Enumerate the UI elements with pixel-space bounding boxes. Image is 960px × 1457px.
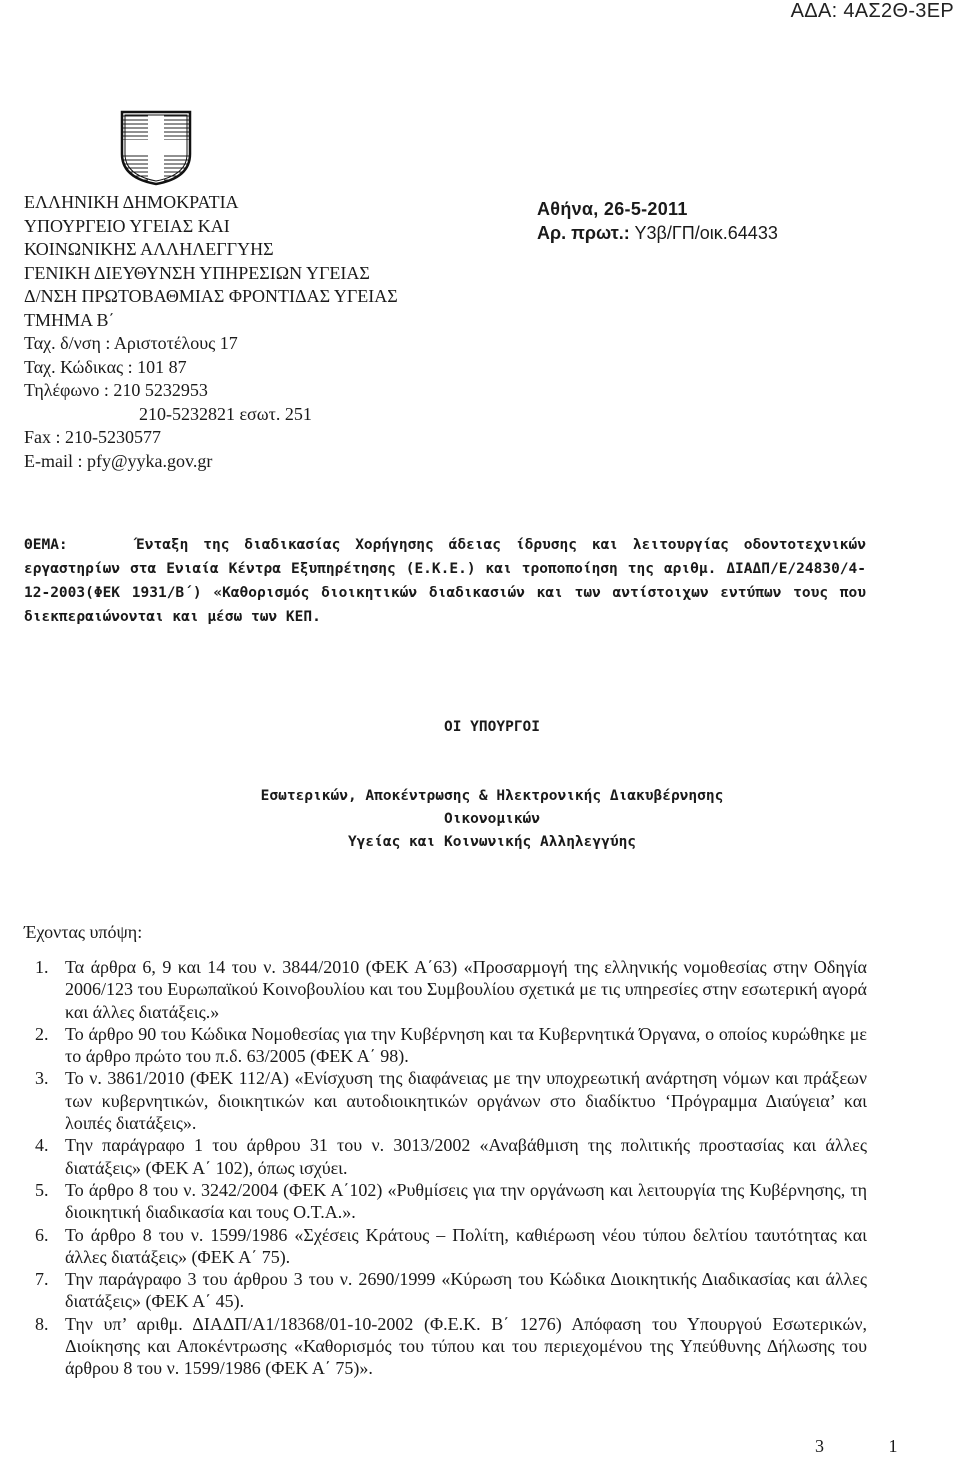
- list-item: [35, 1134, 867, 1179]
- sender-line: Ταχ. Κώδικας : 101 87: [24, 356, 187, 377]
- list-item: [35, 1023, 867, 1068]
- list-item: [35, 1224, 867, 1269]
- list-item: [35, 1313, 867, 1380]
- greek-emblem-icon: [118, 108, 194, 186]
- minister-line: Εσωτερικών, Αποκέντρωσης & Ηλεκτρονικής Διακυβέρνησης: [260, 788, 724, 804]
- sender-line: Ταχ. δ/νση : Αριστοτέλους 17: [24, 333, 238, 353]
- protocol-number: [537, 221, 778, 245]
- item-number: 1.: [35, 957, 49, 977]
- sender-line: ΕΛΛΗΝΙΚΗ ΔΗΜΟΚΡΑΤΙΑ: [24, 192, 239, 212]
- sender-line: Δ/ΝΣΗ ΠΡΩΤΟΒΑΘΜΙΑΣ ΦΡΟΝΤΙΔΑΣ ΥΓΕΙΑΣ: [24, 286, 398, 306]
- sender-line: ΥΠΟΥΡΓΕΙΟ ΥΓΕΙΑΣ ΚΑΙ: [24, 215, 230, 236]
- minister-line: Υγείας και Κοινωνικής Αλληλεγγύης: [347, 834, 637, 850]
- considering-label: Έχοντας υπόψη:: [24, 922, 143, 942]
- document-date: Αθήνα, 26-5-2011: [537, 199, 688, 219]
- sender-email: E-mail : pfy@yyka.gov.gr: [24, 450, 213, 471]
- sender-fax: Fax : 210-5230577: [24, 427, 161, 447]
- sender-block: [24, 191, 494, 473]
- subject-text: Ένταξη της διαδικασίας Χορήγησης άδειας ίδρυσης και λειτουργίας οδοντοτεχνικών εργαστηρίων στα Ενιαία Κέντρα Εξυπηρέτησης (Ε.Κ.Ε.) και τροποποίηση της αριθμ. ΔΙΑΔΠ/Ε/24830/4-12-2003(ΦΕΚ 1931/Β΄) «Καθορισμός διοικητικών διαδικασιών και των αντίστοιχων εντύπων τους που διεκπεραιώνονται και μέσω των ΚΕΠ.: [24, 537, 866, 625]
- list-item: [35, 1067, 867, 1134]
- list-item: [35, 1268, 867, 1313]
- header-right: [537, 197, 778, 245]
- list-item: [35, 956, 867, 1023]
- item-text: Την υπ’ αριθμ. ΔΙΑΔΠ/Α1/18368/01-10-2002 (Φ.Ε.Κ. Β΄ 1276) Απόφαση του Υπουργού Εσωτερικών, Διοίκησης και Αποκέντρωσης «Καθορισμός του τύπου και του περιεχομένου της Υπεύθυνης Δήλωσης του άρθρου 8 του ν. 1599/1986 (ΦΕΚ Α΄ 75)».: [65, 1313, 867, 1379]
- item-text: Την παράγραφο 1 του άρθρου 31 του ν. 3013/2002 «Αναβάθμιση της πολιτικής προστασίας και άλλες διατάξεις» (ΦΕΚ Α΄ 102), όπως ισχύει.: [65, 1135, 867, 1178]
- subject-label: ΘΕΜΑ:: [24, 537, 68, 553]
- list-item: [35, 1179, 867, 1224]
- item-number: 5.: [35, 1179, 49, 1200]
- ministers-heading: ΟΙ ΥΠΟΥΡΓΟΙ: [443, 719, 541, 735]
- sender-line: ΓΕΝΙΚΗ ΔΙΕΥΘΥΝΣΗ ΥΠΗΡΕΣΙΩΝ ΥΓΕΙΑΣ: [24, 262, 370, 283]
- item-text: Το άρθρο 8 του ν. 1599/1986 «Σχέσεις Κράτους – Πολίτη, καθιέρωση νέου τύπου δελτίου ταυτότητας και άλλες διατάξεις» (ΦΕΚ Α΄ 75).: [65, 1224, 867, 1267]
- item-number: 4.: [35, 1135, 49, 1156]
- item-number: 6.: [35, 1224, 49, 1245]
- sender-phone2: 210-5232821 εσωτ. 251: [139, 403, 312, 424]
- item-text: Το ν. 3861/2010 (ΦΕΚ 112/Α) «Ενίσχυση της διαφάνειας με την υποχρεωτική ανάρτηση νόμων και πράξεων των κυβερνητικών, διοικητικών και αυτοδιοικητικών οργάνων στο διαδίκτυο ‘Πρόγραμμα Διαύγεια’ και λοιπές διατάξεις».: [65, 1068, 867, 1134]
- sender-line: ΤΜΗΜΑ Β΄: [24, 309, 115, 330]
- protocol-value: Υ3β/ΓΠ/οικ.64433: [634, 223, 778, 243]
- ada-code: ΑΔΑ: 4ΑΣ2Θ-3ΕΡ: [790, 0, 954, 22]
- item-number: 2.: [35, 1023, 49, 1044]
- page-number: 3 1: [815, 1436, 928, 1456]
- sender-line: Τηλέφωνο : 210 5232953: [24, 380, 208, 400]
- item-number: 3.: [35, 1068, 49, 1089]
- item-text: Τα άρθρα 6, 9 και 14 του ν. 3844/2010 (ΦΕΚ Α΄63) «Προσαρμογή της ελληνικής νομοθεσίας στην Οδηγία 2006/123 του Ευρωπαϊκού Κοινοβουλίου και του Συμβουλίου σχετικά με τις υπηρεσίες στην εσωτερική αγορά και άλλες διατάξεις.»: [65, 957, 867, 1022]
- item-number: 8.: [35, 1313, 49, 1334]
- item-number: 7.: [35, 1269, 49, 1290]
- item-text: Το άρθρο 90 του Κώδικα Νομοθεσίας για την Κυβέρνηση και τα Κυβερνητικά Όργανα, ο οποίος κυρώθηκε με το άρθρο πρώτο του π.δ. 63/2005 (ΦΕΚ Α΄ 98).: [65, 1023, 867, 1067]
- item-text: Το άρθρο 8 του ν. 3242/2004 (ΦΕΚ Α΄102) «Ρυθμίσεις για την οργάνωση και λειτουργία της Κυβέρνησης, τη διοικητική διαδικασία και τους Ο.Τ.Α.».: [65, 1179, 867, 1223]
- sender-line: ΚΟΙΝΩΝΙΚΗΣ ΑΛΛΗΛΕΓΓΥΗΣ: [24, 239, 274, 259]
- protocol-label: Αρ. πρωτ.:: [537, 223, 630, 243]
- minister-line: Οικονομικών: [443, 811, 541, 827]
- considerations-list: [35, 956, 867, 1380]
- subject-block: [24, 533, 866, 629]
- item-text: Την παράγραφο 3 του άρθρου 3 του ν. 2690/1999 «Κύρωση του Κώδικα Διοικητικής Διαδικασίας και άλλες διατάξεις» (ΦΕΚ Α΄ 45).: [65, 1269, 867, 1312]
